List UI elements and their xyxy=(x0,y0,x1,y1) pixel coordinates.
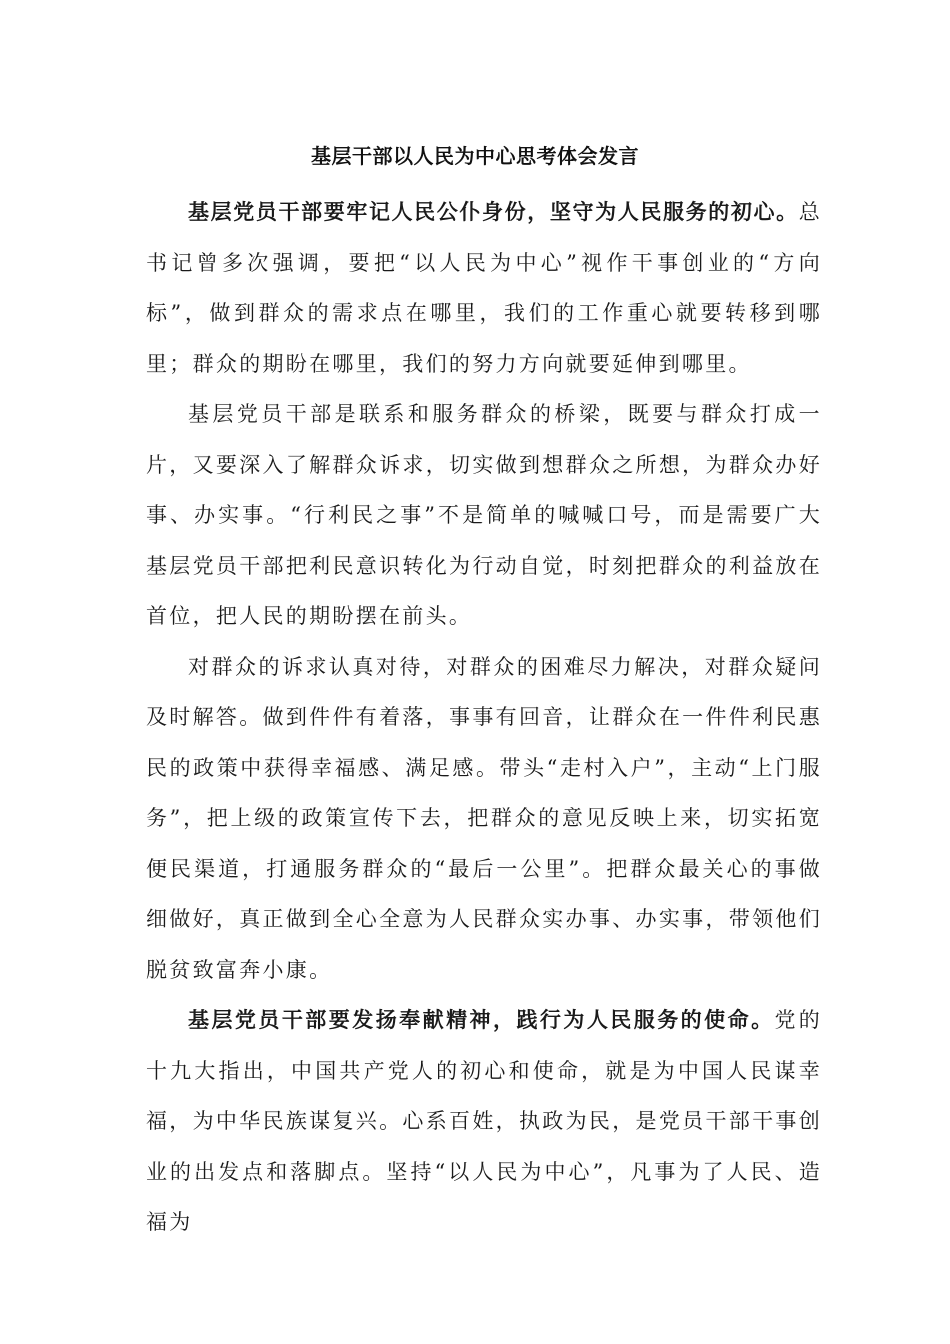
paragraph-2 xyxy=(146,389,822,642)
document-title: 基层干部以人民为中心思考体会发言 xyxy=(311,144,639,168)
paragraph-3 xyxy=(146,642,822,996)
paragraph-1-lead: 基层党员干部要牢记人民公仆身份，坚守为人民服务的初心。 xyxy=(188,200,799,224)
paragraph-4-text: 党的十九大指出，中国共产党人的初心和使命，就是为中国人民谋幸福，为中华民族谋复兴。心系百姓，执政为民，是党员干部干事创业的出发点和落脚点。坚持“以人民为中心”，凡事为了人民、造福为 xyxy=(146,1008,822,1234)
paragraph-4 xyxy=(146,995,822,1248)
paragraph-2-text: 基层党员干部是联系和服务群众的桥梁，既要与群众打成一片，又要深入了解群众诉求，切实做到想群众之所想，为群众办好事、办实事。“行利民之事”不是简单的喊喊口号，而是需要广大基层党员干部把利民意识转化为行动自觉，时刻把群众的利益放在首位，把人民的期盼摆在前头。 xyxy=(146,402,822,628)
paragraph-1 xyxy=(146,187,822,389)
document-body xyxy=(146,187,822,1248)
paragraph-4-lead: 基层党员干部要发扬奉献精神，践行为人民服务的使命。 xyxy=(188,1008,775,1032)
paragraph-1-text: 总书记曾多次强调，要把“以人民为中心”视作干事创业的“方向标”，做到群众的需求点在哪里，我们的工作重心就要转移到哪里；群众的期盼在哪里，我们的努力方向就要延伸到哪里。 xyxy=(146,200,822,376)
paragraph-3-text: 对群众的诉求认真对待，对群众的困难尽力解决，对群众疑问及时解答。做到件件有着落，事事有回音，让群众在一件件利民惠民的政策中获得幸福感、满足感。带头“走村入户”，主动“上门服务”，把上级的政策宣传下去，把群众的意见反映上来，切实拓宽便民渠道，打通服务群众的“最后一公里”。把群众最关心的事做细做好，真正做到全心全意为人民群众实办事、办实事，带领他们脱贫致富奔小康。 xyxy=(146,654,822,982)
